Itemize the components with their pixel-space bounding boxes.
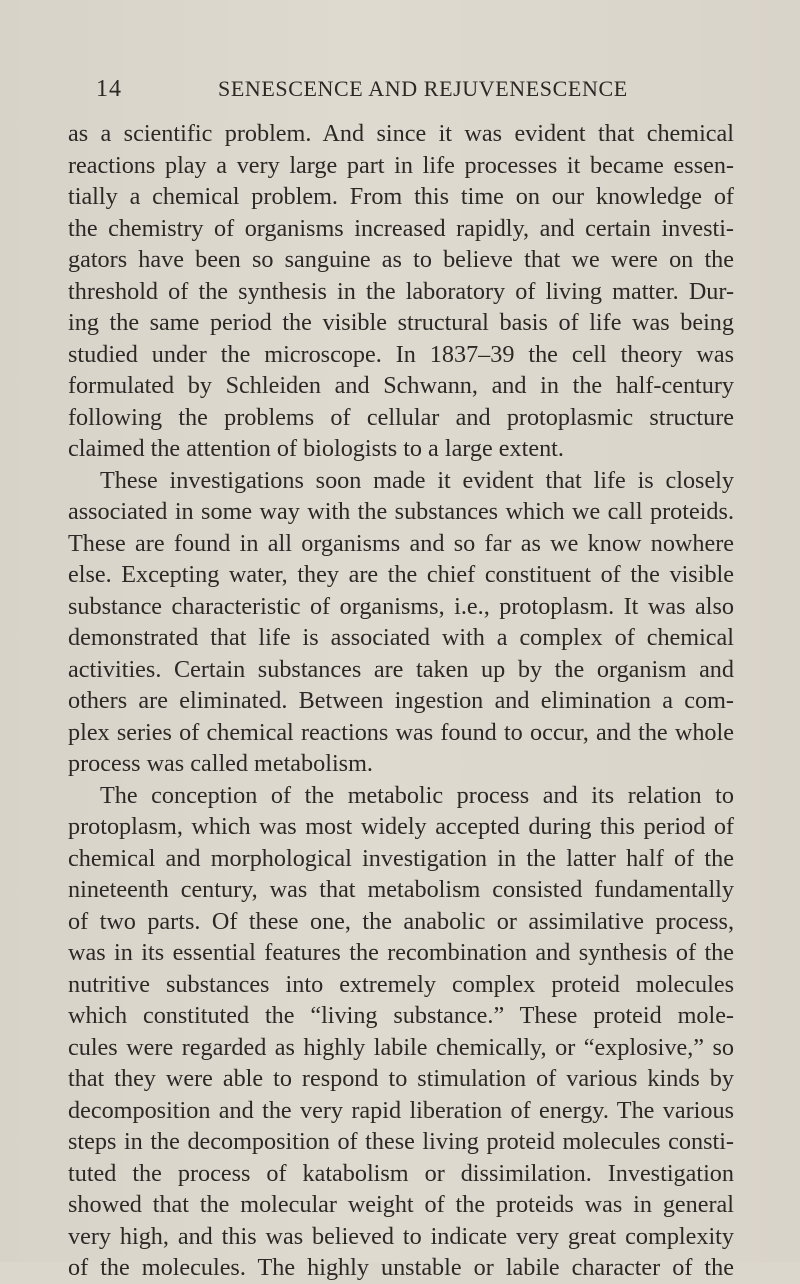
- text-line: formulated by Schleiden and Schwann, and in the half-century: [68, 372, 734, 399]
- text-line: that they were able to respond to stimulation of various kinds by: [68, 1065, 734, 1092]
- text-line: plex series of chemical reactions was found to occur, and the whole: [68, 718, 734, 746]
- text-line: These are found in all organisms and so far as we know nowhere: [68, 529, 734, 557]
- text-line: claimed the attention of biologists to a large extent.: [68, 435, 564, 462]
- text-line: gators have been so sanguine as to believe that we were on the: [68, 246, 734, 273]
- text-line: else. Excepting water, they are the chief constituent of the visible: [68, 561, 734, 588]
- text-line: substance characteristic of organisms, i.e., protoplasm. It was also: [68, 592, 734, 620]
- text-line: tuted the process of katabolism or dissimilation. Investigation: [68, 1159, 734, 1187]
- text-line: showed that the molecular weight of the proteids was in general: [68, 1191, 734, 1218]
- text-line: of two parts. Of these one, the anabolic or assimilative process,: [68, 907, 734, 935]
- text-line: process was called metabolism.: [68, 750, 373, 777]
- text-line: following the problems of cellular and protoplasmic structure: [68, 403, 734, 431]
- text-line: nineteenth century, was that metabolism consisted fundamentally: [68, 876, 734, 903]
- text-line: steps in the decomposition of these living proteid molecules consti-: [68, 1128, 734, 1155]
- text-line: The conception of the metabolic process and its relation to: [100, 781, 734, 809]
- text-line: very high, and this was believed to indicate very great complexity: [68, 1222, 734, 1250]
- text-line: nutritive substances into extremely complex proteid molecules: [68, 970, 734, 998]
- text-line: decomposition and the very rapid liberation of energy. The various: [68, 1096, 734, 1124]
- text-line: threshold of the synthesis in the laboratory of living matter. Dur-: [68, 277, 734, 305]
- paragraph-1: [68, 118, 734, 465]
- text-line: chemical and morphological investigation in the latter half of the: [68, 844, 734, 872]
- running-head: SENESCENCE AND REJUVENESCENCE: [218, 76, 628, 101]
- page-header: [68, 76, 734, 112]
- text-line: reactions play a very large part in life processes it became essen-: [68, 151, 734, 179]
- text-line: protoplasm, which was most widely accepted during this period of: [68, 813, 734, 840]
- text-line: was in its essential features the recombination and synthesis of the: [68, 939, 734, 966]
- paragraph-3: [68, 780, 734, 1284]
- text-line: cules were regarded as highly labile chemically, or “explosive,” so: [68, 1033, 734, 1061]
- text-line: tially a chemical problem. From this time on our knowledge of: [68, 183, 734, 210]
- text-line: associated in some way with the substances which we call proteids.: [68, 498, 734, 525]
- text-line: the chemistry of organisms increased rapidly, and certain investi-: [68, 214, 734, 242]
- text-line: activities. Certain substances are taken up by the organism and: [68, 655, 734, 683]
- body-text: [68, 118, 734, 1284]
- text-line: studied under the microscope. In 1837–39 the cell theory was: [68, 340, 734, 368]
- text-line: which constituted the “living substance.” These proteid mole-: [68, 1002, 734, 1029]
- text-line: demonstrated that life is associated with a complex of chemical: [68, 624, 734, 651]
- text-line: ing the same period the visible structural basis of life was being: [68, 309, 734, 336]
- page-number: 14: [96, 76, 122, 102]
- text-line: of the molecules. The highly unstable or labile character of the: [68, 1254, 734, 1281]
- text-line: others are eliminated. Between ingestion and elimination a com-: [68, 687, 734, 714]
- text-line: These investigations soon made it evident that life is closely: [100, 466, 734, 494]
- paragraph-2: [68, 465, 734, 780]
- text-line: as a scientific problem. And since it was evident that chemical: [68, 120, 734, 147]
